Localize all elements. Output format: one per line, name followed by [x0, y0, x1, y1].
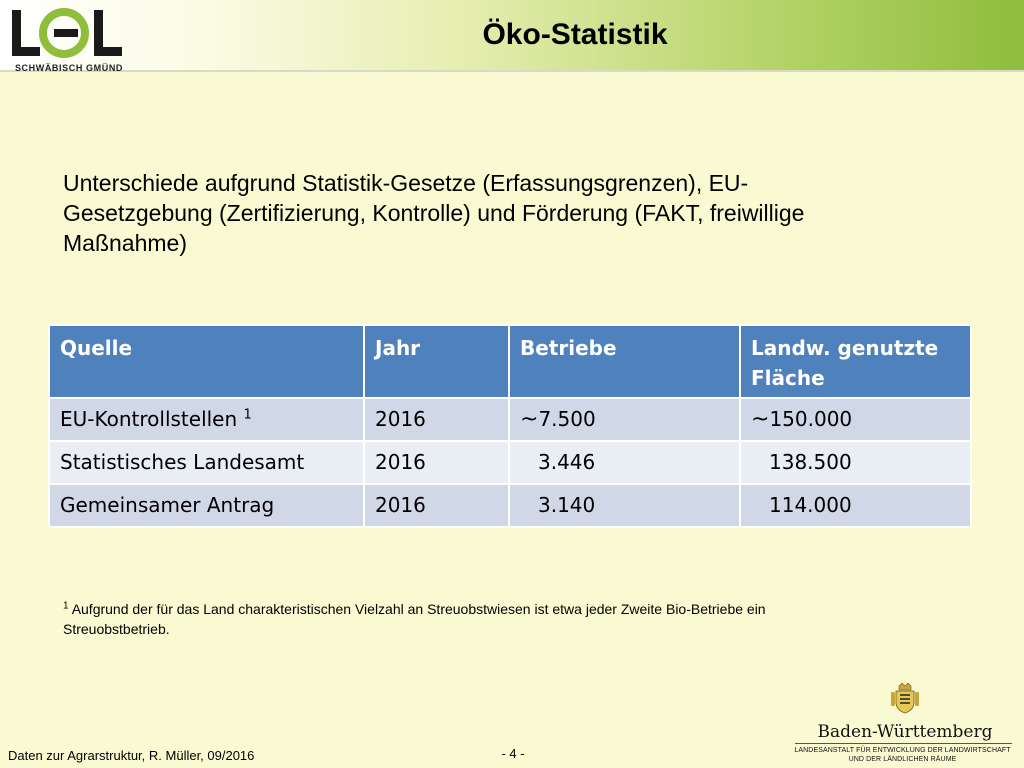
cell-source: Gemeinsamer Antrag	[49, 484, 364, 527]
header-divider	[0, 70, 1024, 72]
agency-line-2: UND DER LÄNDLICHEN RÄUME	[848, 756, 957, 763]
header-source: Quelle	[49, 325, 364, 398]
lel-logo	[10, 4, 128, 74]
footnote-text: Aufgrund der für das Land charakteristischen Vielzahl an Streuobstwiesen ist etwa jeder Zweite Bio-Betriebe ein Streuobstbetrieb.	[63, 601, 766, 637]
cell-source: Statistisches Landesamt	[49, 441, 364, 484]
intro-text: Unterschiede aufgrund Statistik-Gesetze (Erfassungsgrenzen), EU-Gesetzgebung (Zertifizierung, Kontrolle) und Förderung (FAKT, freiwillige Maßnahme)	[63, 170, 805, 256]
cell-farms	[509, 398, 740, 441]
cell-source	[49, 398, 364, 441]
table-row	[49, 484, 971, 527]
approx-sign: ~	[520, 407, 539, 432]
footnote-marker: 1	[243, 407, 252, 423]
state-name: Baden-Württemberg	[817, 722, 993, 742]
page-title: Öko-Statistik	[482, 18, 668, 51]
logo-subtitle: SCHWÄBISCH GMÜND	[14, 63, 124, 73]
table-row	[49, 441, 971, 484]
cell-area	[740, 398, 971, 441]
footnote	[63, 599, 863, 639]
approx-sign: ~	[751, 407, 770, 432]
cell-year: 2016	[364, 441, 509, 484]
agency-name	[790, 746, 1015, 764]
footer-source: Daten zur Agrarstruktur, R. Müller, 09/2016	[8, 748, 255, 763]
cell-year: 2016	[364, 484, 509, 527]
cell-farms: 3.446	[509, 441, 740, 484]
header-area: Landw. genutzte Fläche	[740, 325, 971, 398]
cell-farms: 3.140	[509, 484, 740, 527]
state-divider	[795, 743, 1012, 744]
cell-area: 114.000	[740, 484, 971, 527]
table-header-row	[49, 325, 971, 398]
statistics-table	[48, 324, 972, 528]
header-year: Jahr	[364, 325, 509, 398]
lel-logo-icon	[10, 4, 128, 62]
footnote-number: 1	[63, 600, 69, 612]
source-label: EU-Kontrollstellen	[60, 407, 238, 431]
header-farms: Betriebe	[509, 325, 740, 398]
table-row	[49, 398, 971, 441]
page-number: - 4 -	[501, 746, 525, 761]
agency-line-1: LANDESANSTALT FÜR ENTWICKLUNG DER LANDWIRTSCHAFT	[794, 747, 1011, 754]
farms-value: 7.500	[538, 407, 596, 431]
cell-area: 138.500	[740, 441, 971, 484]
area-value: 150.000	[769, 407, 853, 431]
cell-year: 2016	[364, 398, 509, 441]
baden-wuerttemberg-crest-icon	[890, 682, 920, 719]
